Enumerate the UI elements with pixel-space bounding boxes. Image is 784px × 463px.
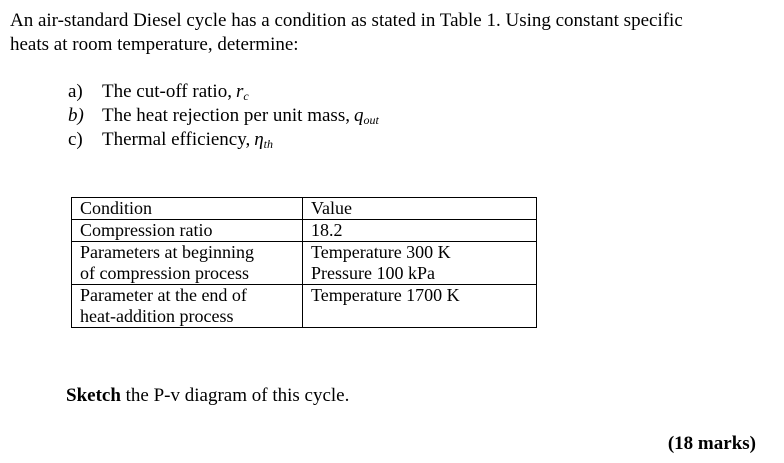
item-subscript: th [263, 137, 274, 151]
cell-line: Temperature 300 K [311, 242, 451, 262]
item-symbol: q [353, 105, 364, 126]
item-b [68, 104, 379, 128]
cell-line: Temperature 1700 K [311, 285, 460, 305]
sketch-bold: Sketch [66, 385, 121, 406]
item-subscript: c [243, 89, 249, 103]
cell-line: 18.2 [311, 220, 343, 240]
item-text: The heat rejection per unit mass, [102, 105, 350, 126]
table-cell-condition [72, 285, 303, 328]
cell-line: Pressure 100 kPa [311, 263, 435, 283]
table-cell-value [303, 285, 537, 328]
condition-table [71, 197, 537, 328]
cell-line: Parameter at the end of [80, 285, 247, 305]
table-cell-value [303, 242, 537, 285]
item-symbol: r [235, 81, 244, 102]
cell-line: Compression ratio [80, 220, 213, 240]
cell-line: of compression process [80, 263, 249, 283]
item-a [68, 80, 379, 104]
item-text: Thermal efficiency, [102, 129, 251, 150]
marks-label: (18 marks) [667, 433, 756, 454]
intro-line-2: heats at room temperature, determine: [10, 34, 299, 55]
table-header-row [72, 198, 537, 220]
table-cell-condition [72, 220, 303, 242]
question-items [68, 80, 379, 152]
item-letter: b) [68, 105, 84, 126]
item-letter: a) [68, 81, 83, 102]
question-intro [10, 9, 770, 57]
cell-line: heat-addition process [80, 306, 234, 326]
table-cell-condition [72, 242, 303, 285]
table-header-value: Value [303, 198, 537, 220]
table-cell-value [303, 220, 537, 242]
table-row [72, 285, 537, 328]
sketch-instruction [66, 385, 349, 407]
table-row [72, 242, 537, 285]
table-row [72, 220, 537, 242]
item-symbol: η [254, 129, 264, 150]
item-c [68, 128, 379, 152]
cell-line: Parameters at beginning [80, 242, 254, 262]
sketch-rest: the P-v diagram of this cycle. [120, 385, 350, 406]
item-subscript: out [363, 113, 379, 127]
intro-line-1: An air-standard Diesel cycle has a condition as stated in Table 1. Using constant specific [10, 10, 683, 31]
table-header-condition: Condition [72, 198, 303, 220]
item-text: The cut-off ratio, [102, 81, 232, 102]
item-letter: c) [68, 129, 83, 150]
